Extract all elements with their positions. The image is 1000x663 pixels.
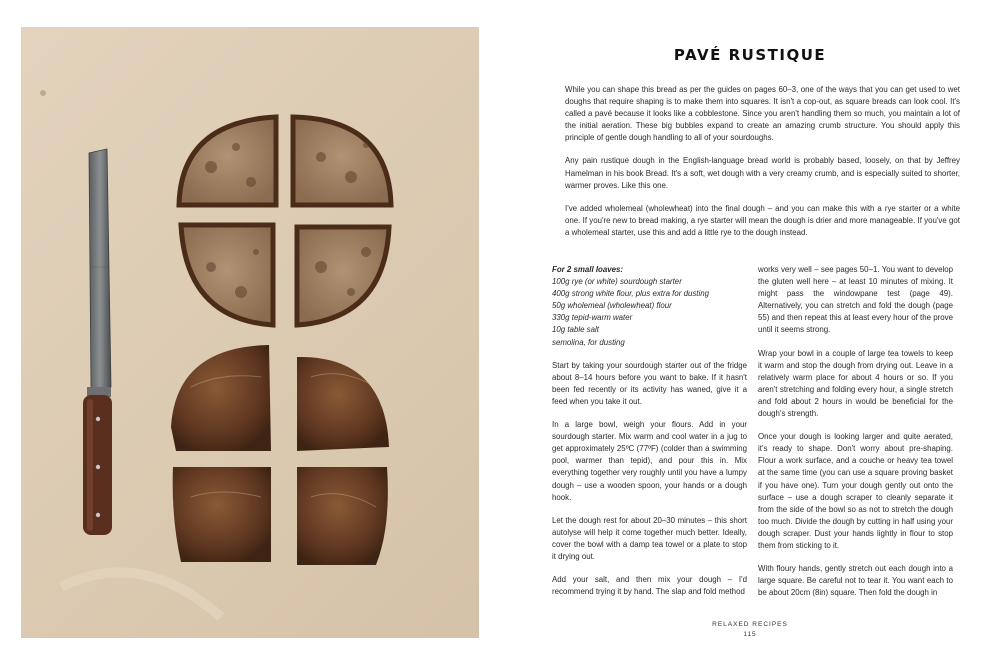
method-paragraph: With floury hands, gently stretch out each dough into a large square. Be careful not to tear it. You want each to be about 20cm (8in) square. Then fold the dough in: [758, 564, 953, 598]
ingredient-item: 50g wholemeal (wholewheat) flour: [552, 301, 672, 311]
intro-paragraph: While you can shape this bread as per the guides on pages 60–3, one of the ways that you can get used to wet doughs that require shaping is to make them into squares. It isn't a cop-out, as square breads can look cool. It's called a pavé because it looks like a cobblestone. Since you aren't handling them so much, you maintain a lot of the initial aeration. These big bubbles expand to create an amazing crumb structure. You should apply this principle of gentle dough handling to all of your sourdoughs.: [565, 85, 960, 143]
recipe-page: [520, 0, 980, 663]
method-column-right: [758, 264, 953, 610]
method-paragraph: Start by taking your sourdough starter out of the fridge about 8–14 hours before you want to bake. If it hasn't been fed recently or its activity has waned, give it a feed when you take it out.: [552, 360, 747, 406]
intro-paragraph: Any pain rustique dough in the English-language bread world is probably based, loosely, on that by Jeffrey Hamelman in his book Bread. It's a soft, wet dough with a very creamy crumb, and is especially suited to shorter, warmer proves. Like this one.: [565, 156, 960, 190]
method-paragraph: In a large bowl, weigh your flours. Add in your sourdough starter. Mix warm and cool water in a jug to get approximately 25ºC (77ºF) (colder than a swimming pool, warmer than tepid), and pour this in. Mix everything together very roughly until you have a lumpy dough – use a wooden spoon, your hands or a dough hook.: [552, 420, 747, 502]
method-paragraph: Let the dough rest for about 20–30 minutes – this short autolyse will help it come together much better. Ideally, cover the bowl with a damp tea towel or a plate to stop it drying out.: [552, 515, 747, 561]
method-paragraph: works very well – see pages 50–1. You want to develop the gluten well here – at least 10 minutes of mixing. It might pass the windowpane test (page 49). Alternatively, you can stretch and fold the dough (page 55) and then repeat this at least every hour of the prove until it seems strong.: [758, 265, 953, 335]
ingredient-item: 400g strong white flour, plus extra for dusting: [552, 289, 710, 299]
ingredient-item: 330g tepid-warm water: [552, 313, 633, 323]
ingredient-item: 10g table salt: [552, 325, 599, 335]
recipe-title: PAVÉ RUSTIQUE: [673, 46, 827, 64]
ingredient-item: semolina, for dusting: [552, 337, 625, 347]
page-number: 115: [743, 631, 757, 638]
page-footer: [520, 620, 980, 640]
ingredients-list: [552, 264, 747, 349]
ingredients-heading: For 2 small loaves:: [552, 265, 624, 274]
bread-photo: [21, 27, 479, 638]
method-paragraph: Once your dough is looking larger and quite aerated, it's ready to shape. Don't worry about pre-shaping. Flour a work surface, and a couche or heavy tea towel at the same time (you can use a square proving basket if you have one). Turn your dough gently out onto the surface – use a dough scraper to cleanly separate it from the side of the bowl so as not to stretch the dough too much. Divide the dough by cutting in half using your dough scraper. Dust your hands lightly in flour to stop them from sticking to it.: [758, 432, 953, 550]
method-paragraph: Add your salt, and then mix your dough – I'd recommend trying it by hand. The slap and fold method: [552, 575, 747, 597]
recipe-intro: [565, 84, 960, 250]
section-name: RELAXED RECIPES: [712, 621, 788, 628]
intro-paragraph: I've added wholemeal (wholewheat) into the final dough – and you can make this with a rye starter or a white one. If you're new to bread making, a rye starter will mean the dough is drier and more manageable. If you've got a wholemeal starter, use this and add a little rye to the dough instead.: [565, 203, 960, 237]
method-column-left: [552, 264, 747, 609]
bread-illustration: [21, 27, 479, 638]
ingredient-item: 100g rye (or white) sourdough starter: [552, 277, 682, 287]
method-paragraph: Wrap your bowl in a couple of large tea towels to keep it warm and stop the dough from drying out. Leave in a relatively warm place for about 4 hours or so. If you aren't stretching and folding every hour, a single stretch and fold about 2 hours in would be beneficial for the dough's strength.: [758, 348, 953, 419]
